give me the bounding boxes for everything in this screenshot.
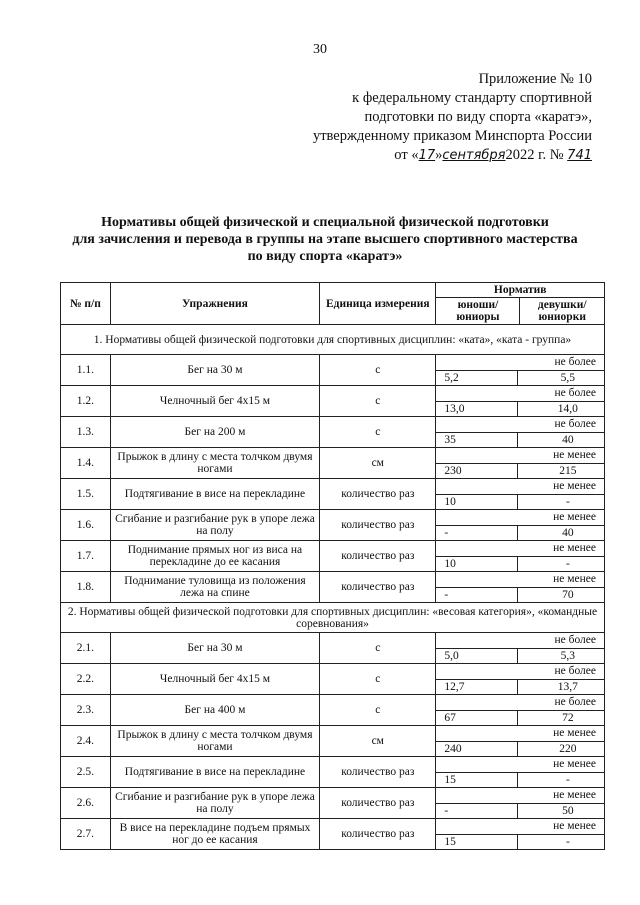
row-unit: количество раз bbox=[320, 572, 436, 603]
row-norm bbox=[436, 819, 605, 850]
row-boys-value: 12,7 bbox=[436, 680, 517, 695]
row-girls-value: 5,5 bbox=[560, 371, 576, 384]
row-norm bbox=[436, 572, 605, 603]
row-girls-value: - bbox=[565, 495, 570, 508]
table-row bbox=[61, 510, 605, 541]
row-boys-value: 35 bbox=[436, 433, 517, 448]
section2-heading: 2. Нормативы общей физической подготовки для спортивных дисциплин: «весовая категория», «командные соревнования» bbox=[61, 603, 605, 633]
table-row bbox=[61, 417, 605, 448]
annex-date-line bbox=[292, 146, 592, 165]
row-num: 2.3. bbox=[61, 695, 111, 726]
row-num: 1.6. bbox=[61, 510, 111, 541]
row-girls-value: - bbox=[565, 773, 570, 786]
row-boys-value: - bbox=[436, 526, 517, 541]
row-boys-value: 10 bbox=[436, 495, 517, 510]
title-line2: для зачисления и перевода в группы на этапе высшего спортивного мастерства bbox=[72, 232, 578, 247]
table-row bbox=[61, 633, 605, 664]
header-exercise: Упражнения bbox=[110, 283, 319, 325]
annex-line1: Приложение № 10 bbox=[478, 71, 592, 87]
row-norm-kind: не более bbox=[436, 633, 604, 649]
row-num: 2.1. bbox=[61, 633, 111, 664]
row-girls-value: 13,7 bbox=[557, 680, 578, 693]
row-boys-value: 240 bbox=[436, 742, 517, 757]
row-num: 1.5. bbox=[61, 479, 111, 510]
row-exercise: Прыжок в длину с места толчком двумя ногами bbox=[110, 448, 319, 479]
row-exercise: Поднимание туловища из положения лежа на спине bbox=[110, 572, 319, 603]
row-norm bbox=[436, 355, 605, 386]
row-unit: количество раз bbox=[320, 541, 436, 572]
row-boys-value: 5,0 bbox=[436, 649, 517, 664]
row-num: 1.4. bbox=[61, 448, 111, 479]
row-norm-kind: не менее bbox=[436, 448, 604, 464]
row-unit: с bbox=[320, 417, 436, 448]
row-norm-kind: не менее bbox=[436, 788, 604, 804]
row-norm-kind: не менее bbox=[436, 757, 604, 773]
row-girls-value: 50 bbox=[562, 804, 574, 817]
row-unit: количество раз bbox=[320, 757, 436, 788]
row-exercise: Поднимание прямых ног из виса на перекладине до ее касания bbox=[110, 541, 319, 572]
table-row bbox=[61, 726, 605, 757]
row-exercise: Бег на 200 м bbox=[110, 417, 319, 448]
row-boys-value: 15 bbox=[436, 773, 517, 788]
row-girls-value: 5,3 bbox=[560, 649, 576, 662]
row-norm-kind: не менее bbox=[436, 541, 604, 557]
row-girls-value: 40 bbox=[562, 433, 574, 446]
row-norm bbox=[436, 479, 605, 510]
row-norm bbox=[436, 695, 605, 726]
date-mid: » bbox=[435, 147, 443, 163]
order-number: 741 bbox=[567, 148, 592, 163]
row-norm-kind: не более bbox=[436, 386, 604, 402]
row-girls-value: 14,0 bbox=[557, 402, 578, 415]
table-row bbox=[61, 479, 605, 510]
row-boys-value: - bbox=[436, 804, 517, 819]
table-row bbox=[61, 355, 605, 386]
title-line3: по виду спорта «каратэ» bbox=[247, 249, 403, 264]
row-norm-kind: не менее bbox=[436, 819, 604, 835]
row-num: 2.7. bbox=[61, 819, 111, 850]
row-unit: количество раз bbox=[320, 819, 436, 850]
row-norm-kind: не более bbox=[436, 355, 604, 371]
row-num: 1.3. bbox=[61, 417, 111, 448]
row-norm-kind: не менее bbox=[436, 572, 604, 588]
table-row bbox=[61, 541, 605, 572]
row-unit: количество раз bbox=[320, 788, 436, 819]
row-norm bbox=[436, 633, 605, 664]
row-boys-value: 10 bbox=[436, 557, 517, 572]
annex-block bbox=[292, 70, 592, 165]
row-girls-value: 70 bbox=[562, 588, 574, 601]
table-row bbox=[61, 386, 605, 417]
row-boys-value: 67 bbox=[436, 711, 517, 726]
header-norm: Норматив bbox=[436, 283, 605, 298]
row-girls-value: 72 bbox=[562, 711, 574, 724]
row-boys-value: 13,0 bbox=[436, 402, 517, 417]
row-boys-value: 230 bbox=[436, 464, 517, 479]
row-norm-kind: не менее bbox=[436, 510, 604, 526]
row-num: 2.2. bbox=[61, 664, 111, 695]
row-num: 2.4. bbox=[61, 726, 111, 757]
date-month: сентября bbox=[442, 148, 506, 163]
row-girls-value: - bbox=[565, 835, 570, 848]
row-unit: см bbox=[320, 448, 436, 479]
row-boys-value: 5,2 bbox=[436, 371, 517, 386]
annex-line2: к федеральному стандарту спортивной bbox=[352, 90, 592, 106]
row-unit: с bbox=[320, 664, 436, 695]
section2-body bbox=[61, 603, 605, 850]
row-norm bbox=[436, 448, 605, 479]
row-norm bbox=[436, 664, 605, 695]
row-norm-kind: не менее bbox=[436, 479, 604, 495]
row-norm-kind: не более bbox=[436, 695, 604, 711]
row-unit: количество раз bbox=[320, 510, 436, 541]
document-title bbox=[40, 214, 610, 265]
section1-heading: 1. Нормативы общей физической подготовки для спортивных дисциплин: «ката», «ката - группа» bbox=[61, 325, 605, 355]
row-unit: с bbox=[320, 633, 436, 664]
row-unit: см bbox=[320, 726, 436, 757]
row-exercise: Прыжок в длину с места толчком двумя ногами bbox=[110, 726, 319, 757]
row-num: 1.2. bbox=[61, 386, 111, 417]
table-row bbox=[61, 695, 605, 726]
section1-body bbox=[61, 325, 605, 603]
row-girls-value: 220 bbox=[559, 742, 577, 755]
title-line1: Нормативы общей физической и специальной физической подготовки bbox=[101, 215, 549, 230]
table-row bbox=[61, 448, 605, 479]
row-norm-kind: не более bbox=[436, 664, 604, 680]
row-norm bbox=[436, 386, 605, 417]
header-girls: девушки/ юниорки bbox=[520, 298, 605, 325]
row-num: 2.6. bbox=[61, 788, 111, 819]
row-girls-value: 40 bbox=[562, 526, 574, 539]
row-num: 1.8. bbox=[61, 572, 111, 603]
row-exercise: В висе на перекладине подъем прямых ног до ее касания bbox=[110, 819, 319, 850]
table-row bbox=[61, 572, 605, 603]
date-prefix: от « bbox=[394, 147, 419, 163]
row-norm bbox=[436, 757, 605, 788]
row-num: 1.7. bbox=[61, 541, 111, 572]
annex-line3: подготовки по виду спорта «каратэ», bbox=[364, 109, 592, 125]
header-unit: Единица измерения bbox=[320, 283, 436, 325]
page-number: 30 bbox=[313, 42, 327, 57]
row-norm bbox=[436, 510, 605, 541]
row-norm bbox=[436, 417, 605, 448]
row-unit: с bbox=[320, 355, 436, 386]
row-norm bbox=[436, 541, 605, 572]
table-row bbox=[61, 757, 605, 788]
row-unit: с bbox=[320, 695, 436, 726]
row-boys-value: - bbox=[436, 588, 517, 603]
row-exercise: Подтягивание в висе на перекладине bbox=[110, 479, 319, 510]
date-year: 2022 г. № bbox=[505, 147, 564, 163]
row-exercise: Бег на 400 м bbox=[110, 695, 319, 726]
row-exercise: Бег на 30 м bbox=[110, 355, 319, 386]
row-unit: с bbox=[320, 386, 436, 417]
date-day: 17 bbox=[418, 148, 436, 163]
row-boys-value: 15 bbox=[436, 835, 517, 850]
row-norm-kind: не более bbox=[436, 417, 604, 433]
row-exercise: Сгибание и разгибание рук в упоре лежа на полу bbox=[110, 510, 319, 541]
row-num: 1.1. bbox=[61, 355, 111, 386]
row-norm-kind: не менее bbox=[436, 726, 604, 742]
annex-line4: утвержденному приказом Минспорта России bbox=[312, 128, 592, 144]
row-girls-value: 215 bbox=[559, 464, 577, 477]
row-exercise: Сгибание и разгибание рук в упоре лежа на полу bbox=[110, 788, 319, 819]
table-row bbox=[61, 819, 605, 850]
row-norm bbox=[436, 726, 605, 757]
row-exercise: Бег на 30 м bbox=[110, 633, 319, 664]
row-norm bbox=[436, 788, 605, 819]
row-num: 2.5. bbox=[61, 757, 111, 788]
header-boys: юноши/ юниоры bbox=[436, 298, 520, 325]
row-exercise: Подтягивание в висе на перекладине bbox=[110, 757, 319, 788]
row-unit: количество раз bbox=[320, 479, 436, 510]
row-exercise: Челночный бег 4х15 м bbox=[110, 664, 319, 695]
table-row bbox=[61, 664, 605, 695]
header-num: № п/п bbox=[61, 283, 111, 325]
row-girls-value: - bbox=[565, 557, 570, 570]
norms-table bbox=[60, 282, 605, 850]
table-row bbox=[61, 788, 605, 819]
row-exercise: Челночный бег 4х15 м bbox=[110, 386, 319, 417]
